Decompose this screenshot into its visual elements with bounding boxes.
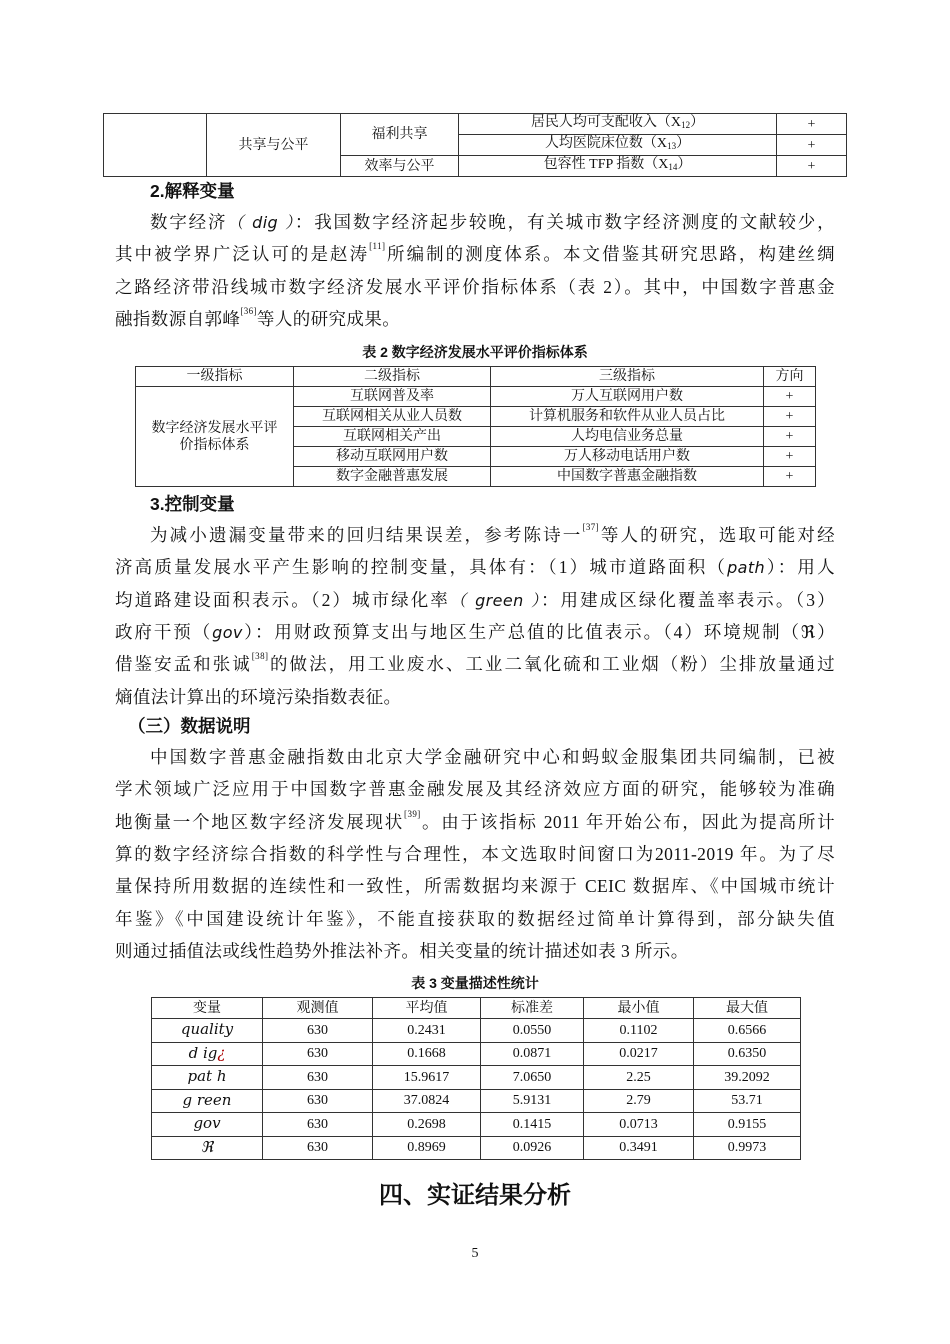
variable-cell — [152, 1066, 263, 1090]
subscript: 13 — [667, 141, 677, 151]
cell-value: 630 — [307, 1022, 328, 1038]
table-cell — [584, 1019, 694, 1043]
table-cell — [373, 1066, 481, 1090]
table-cell — [263, 1066, 373, 1090]
table-cell: 互联网相关从业人员数 — [294, 407, 491, 427]
text-line — [115, 807, 835, 837]
header-cell: 最大值 — [694, 998, 801, 1019]
cell-value: 630 — [307, 1069, 328, 1085]
variable-cell — [152, 1019, 263, 1043]
cell-value: 2.25 — [626, 1069, 651, 1085]
variable-cell — [152, 1042, 263, 1066]
table-row — [152, 1042, 801, 1066]
header-cell: 方向 — [764, 367, 816, 387]
cell-text: 包容性 TFP 指数（X — [543, 157, 669, 172]
cell-value: 0.2698 — [407, 1116, 446, 1132]
text-segment: 量保持所用数据的连续性和一致性，所需数据均来源于 CEIC 数据库、《中国城市统计 — [115, 876, 835, 897]
variable-name: gov — [212, 622, 243, 642]
cell-value: 0.1102 — [619, 1022, 658, 1038]
citation-superscript: [36] — [240, 305, 257, 316]
header-cell: 三级指标 — [491, 367, 764, 387]
variable-cell — [152, 1136, 263, 1160]
table-row — [152, 1113, 801, 1137]
text-line — [150, 520, 835, 550]
table-cell — [694, 1136, 801, 1160]
table-1-continued — [103, 113, 847, 177]
cell-value: 15.9617 — [403, 1069, 450, 1085]
text-line — [115, 585, 835, 615]
citation-superscript: [37] — [582, 522, 600, 532]
text-segment: 政府干预（ — [115, 621, 213, 642]
text-segment: ）：用人 — [765, 557, 835, 578]
cell-value: 0.2431 — [407, 1022, 446, 1038]
table-cell: 计算机服务和软件从业人员占比 — [491, 407, 764, 427]
table-row — [152, 1089, 801, 1113]
cell-value: 630 — [307, 1140, 328, 1156]
text-line — [115, 304, 835, 334]
table-2-caption: 表 2 数字经济发展水平评价指标体系 — [362, 344, 588, 360]
text-line — [115, 617, 835, 647]
cell-value: 630 — [307, 1046, 328, 1062]
text-line — [115, 936, 835, 966]
table-cell — [263, 1019, 373, 1043]
text-line — [150, 207, 835, 237]
text-segment: 数字经济 — [150, 212, 228, 232]
text-line — [115, 904, 835, 934]
text-segment: ：用建成区绿化覆盖率表示。（3） — [540, 589, 835, 610]
variable-cell — [152, 1089, 263, 1113]
cell-text: 人均医院床位数（X — [544, 136, 668, 151]
table-cell: 移动互联网用户数 — [294, 447, 491, 467]
table-cell — [481, 1136, 584, 1160]
table-3-caption: 表 3 变量描述性统计 — [411, 975, 539, 991]
text-segment: 等人的研究成果。 — [256, 308, 401, 329]
header-cell: 标准差 — [481, 998, 584, 1019]
table-cell: 万人互联网用户数 — [491, 387, 764, 407]
table-cell — [263, 1089, 373, 1113]
table-row — [152, 1136, 801, 1160]
text-segment: 等人的研究，选取可能对经 — [599, 525, 835, 545]
cell-value: 0.9973 — [727, 1140, 767, 1156]
table-cell: + — [764, 387, 816, 407]
table-2 — [135, 366, 816, 487]
text-line — [115, 649, 835, 679]
variable-name: gov — [193, 1114, 221, 1133]
table-cell — [459, 156, 777, 177]
text-segment: 济高质量发展水平产生影响的控制变量，具体有：（1）城市道路面积（ — [115, 557, 728, 578]
variable-name: （ dig ） — [227, 213, 295, 232]
table-cell: + — [777, 135, 847, 156]
text-segment: ：我国数字经济起步较晚，有关城市数字经济测度的文献较少， — [294, 212, 835, 232]
table-cell — [373, 1136, 481, 1160]
table-cell — [481, 1066, 584, 1090]
text-segment: 借鉴安孟和张诚 — [115, 654, 252, 675]
table-header-row — [152, 998, 801, 1019]
text-line — [115, 239, 835, 269]
table-cell — [373, 1113, 481, 1137]
cell-text: ） — [676, 136, 691, 151]
text-segment: 学术领域广泛应用于中国数字普惠金融发展及其经济效应方面的研究，能够较为准确 — [115, 779, 835, 800]
table-cell — [694, 1113, 801, 1137]
table-cell — [584, 1113, 694, 1137]
text-segment: 融指数源自郭峰 — [115, 308, 241, 329]
text-segment: 所编制的测度体系。本文借鉴其研究思路，构建丝绸 — [385, 244, 835, 265]
cell-value: 5.9131 — [512, 1093, 552, 1109]
text-segment: 熵值法计算出的环境污染指数表征。 — [115, 686, 402, 707]
cell-value: 0.0550 — [512, 1022, 552, 1038]
text-segment: 之路经济带沿线城市数字经济发展水平评价指标体系（表 2）。其中，中国数字普惠金 — [115, 276, 835, 297]
table-row — [152, 1066, 801, 1090]
variable-name: path — [727, 558, 766, 578]
table-cell — [263, 1136, 373, 1160]
cell-value: 630 — [307, 1116, 328, 1132]
subscript: 12 — [681, 120, 691, 130]
table-cell — [104, 114, 207, 177]
text-segment: 。由于该指标 2011 年开始公布，因此为提高所计 — [420, 811, 836, 832]
table-cell — [584, 1089, 694, 1113]
variable-name: ℜ — [200, 1137, 214, 1156]
text-line — [115, 272, 835, 302]
cell-value: 37.0824 — [403, 1093, 450, 1109]
variable-name: d ig — [188, 1043, 218, 1062]
cell-value: 0.0713 — [619, 1116, 658, 1132]
table-cell — [584, 1042, 694, 1066]
table-cell — [263, 1113, 373, 1137]
table-cell — [584, 1066, 694, 1090]
table-cell — [694, 1066, 801, 1090]
variable-cell — [152, 1113, 263, 1137]
section-heading-explanatory-variable: 2.解释变量 — [150, 181, 235, 201]
page-number: 5 — [471, 1246, 479, 1261]
table-row — [104, 114, 847, 135]
section-heading-data-description: （三）数据说明 — [128, 716, 251, 736]
table-cell: + — [764, 427, 816, 447]
header-cell: 变量 — [152, 998, 263, 1019]
table-cell: 中国数字普惠金融指数 — [491, 467, 764, 487]
text-segment: ）：用财政预算支出与地区生产总值的比值表示。（4）环境规制（ℜ） — [242, 621, 836, 642]
cell-value: 0.6566 — [727, 1022, 767, 1038]
table-cell: + — [764, 467, 816, 487]
text-line — [115, 839, 835, 869]
cell-value: 0.0217 — [619, 1046, 658, 1062]
table-cell — [373, 1089, 481, 1113]
cell-value: 0.6350 — [727, 1046, 767, 1062]
text-segment: 的做法，用工业废水、工业二氧化硫和工业烟（粉）尘排放量通过 — [268, 654, 835, 675]
header-cell: 二级指标 — [294, 367, 491, 387]
table-cell — [694, 1019, 801, 1043]
cell-value: 0.3491 — [619, 1140, 658, 1156]
text-line — [150, 742, 835, 772]
table-cell — [459, 135, 777, 156]
table-cell: 福利共享 — [341, 114, 459, 156]
text-segment: 年鉴》《中国建设统计年鉴》，不能直接获取的数据经过简单计算得到，部分缺失值 — [115, 908, 835, 929]
table-row — [136, 387, 816, 407]
cell-value: 0.0926 — [512, 1140, 552, 1156]
cell-value: 0.0871 — [512, 1046, 552, 1062]
table-header-row — [136, 367, 816, 387]
table-cell: 共享与公平 — [207, 114, 341, 177]
text-line — [115, 871, 835, 901]
variable-name: pat h — [187, 1067, 227, 1086]
text-line — [115, 682, 835, 712]
text-line — [115, 774, 835, 804]
header-cell: 平均值 — [373, 998, 481, 1019]
cell-value: 0.1668 — [407, 1046, 446, 1062]
table-cell — [373, 1042, 481, 1066]
table-cell: + — [777, 114, 847, 135]
table-cell: 互联网普及率 — [294, 387, 491, 407]
cell-value: 0.8969 — [407, 1140, 446, 1156]
table-cell: 数字金融普惠发展 — [294, 467, 491, 487]
table-cell — [481, 1089, 584, 1113]
citation-superscript: [39] — [404, 808, 421, 819]
variable-name: （ green ） — [449, 590, 541, 610]
subscript: 14 — [668, 162, 678, 172]
variable-name: g reen — [182, 1090, 232, 1109]
cell-text: 居民人均可支配收入（X — [530, 115, 682, 130]
chapter-title: 四、实证结果分析 — [379, 1182, 571, 1209]
cell-value: 630 — [307, 1093, 328, 1109]
text-segment: 中国数字普惠金融指数由北京大学金融研究中心和蚂蚁金服集团共同编制，已被 — [150, 747, 835, 767]
table-cell: 数字经济发展水平评价指标体系 — [136, 387, 294, 487]
header-cell: 一级指标 — [136, 367, 294, 387]
text-segment: 为减小遗漏变量带来的回归结果误差，参考陈诗一 — [150, 525, 583, 545]
cell-value: 7.0650 — [512, 1069, 552, 1085]
citation-superscript: [38] — [251, 651, 269, 662]
text-segment: 地衡量一个地区数字经济发展现状 — [115, 811, 405, 832]
header-cell: 观测值 — [263, 998, 373, 1019]
cell-value: 53.71 — [731, 1093, 763, 1109]
cell-value: 0.1415 — [512, 1116, 552, 1132]
table-cell: + — [764, 407, 816, 427]
variable-name: quality — [180, 1020, 234, 1039]
cell-value: 0.9155 — [727, 1116, 767, 1132]
text-line — [115, 552, 835, 582]
table-cell: 万人移动电话用户数 — [491, 447, 764, 467]
table-cell — [694, 1089, 801, 1113]
header-cell: 最小值 — [584, 998, 694, 1019]
table-cell — [694, 1042, 801, 1066]
table-cell: 效率与公平 — [341, 156, 459, 177]
table-cell — [263, 1042, 373, 1066]
cell-text: ） — [677, 157, 692, 172]
encoding-artifact-mark: ¿ — [217, 1043, 226, 1062]
table-cell: 人均电信业务总量 — [491, 427, 764, 447]
text-segment: 均道路建设面积表示。（2）城市绿化率 — [115, 589, 450, 610]
cell-value: 39.2092 — [724, 1069, 770, 1085]
cell-value: 2.79 — [626, 1093, 651, 1109]
table-cell — [481, 1019, 584, 1043]
table-row — [152, 1019, 801, 1043]
table-cell — [481, 1113, 584, 1137]
text-segment: 则通过插值法或线性趋势外推法补齐。相关变量的统计描述如表 3 所示。 — [115, 940, 689, 961]
cell-text: ） — [690, 115, 705, 130]
table-cell — [373, 1019, 481, 1043]
table-cell: + — [764, 447, 816, 467]
table-3 — [151, 997, 801, 1160]
section-heading-control-variables: 3.控制变量 — [150, 494, 235, 514]
table-cell — [481, 1042, 584, 1066]
table-cell — [459, 114, 777, 135]
table-cell: 互联网相关产出 — [294, 427, 491, 447]
table-cell — [584, 1136, 694, 1160]
text-segment: 其中被学界广泛认可的是赵涛 — [115, 244, 370, 265]
citation-superscript: [11] — [369, 241, 386, 252]
table-cell: + — [777, 156, 847, 177]
text-segment: 算的数字经济综合指数的科学性与合理性，本文选取时间窗口为2011-2019 年。为了尽 — [115, 843, 835, 864]
